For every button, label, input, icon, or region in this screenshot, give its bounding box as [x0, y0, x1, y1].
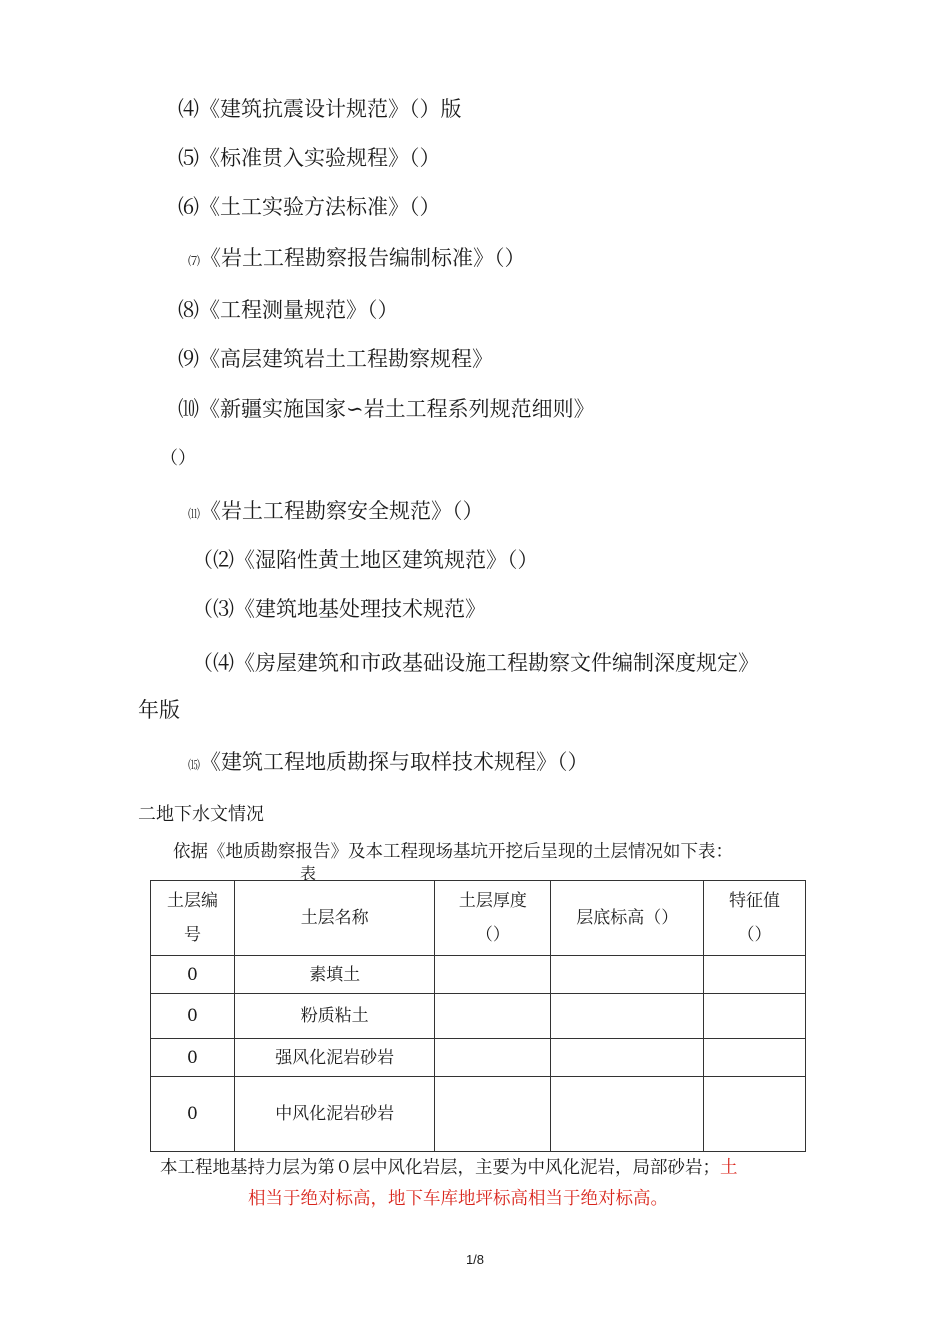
characteristic-cell — [704, 994, 806, 1039]
reference-number: （⑷ — [192, 651, 234, 675]
reference-item — [188, 498, 484, 527]
reference-item — [178, 297, 399, 323]
layer-name-cell: 强风化泥岩砂岩 — [234, 1039, 435, 1077]
thickness-cell — [435, 1039, 551, 1077]
header-bottom-elevation: 层底标高（） — [551, 881, 704, 956]
layer-number-cell: 0 — [151, 1039, 235, 1077]
conclusion-highlight-line: 相当于绝对标高，地下车库地坪标高相当于绝对标高。 — [248, 1189, 668, 1209]
thickness-cell — [435, 956, 551, 994]
reference-item — [192, 547, 539, 573]
layer-number-cell: 0 — [151, 956, 235, 994]
reference-continuation: 年版 — [138, 698, 180, 722]
table-caption: 表 — [300, 864, 317, 883]
table-row — [151, 994, 806, 1039]
reference-number: ⑹ — [178, 195, 199, 219]
reference-continuation: （） — [160, 448, 196, 469]
reference-item — [192, 650, 759, 676]
elevation-cell — [551, 1039, 704, 1077]
elevation-cell — [551, 956, 704, 994]
reference-number: ⑽ — [178, 397, 199, 421]
reference-title: 《房屋建筑和市政基础设施工程勘察文件编制深度规定》 — [234, 651, 759, 675]
table-row — [151, 1077, 806, 1152]
header-characteristic-value: 特征值（） — [704, 881, 806, 956]
reference-number: ⑼ — [178, 347, 199, 371]
reference-title: 《新疆实施国家∽岩土工程系列规范细则》 — [199, 397, 595, 421]
reference-number: ⑺ — [188, 254, 201, 268]
table-header-row — [151, 881, 806, 956]
layer-number-cell: 0 — [151, 1077, 235, 1152]
section-title: 二地下水文情况 — [138, 804, 264, 825]
reference-title: 《建筑工程地质勘探与取样技术规程》（） — [200, 750, 589, 774]
characteristic-cell — [704, 956, 806, 994]
reference-title: 《岩土工程勘察安全规范》（） — [200, 499, 484, 523]
reference-title: 《岩土工程勘察报告编制标准》（） — [200, 246, 526, 270]
conclusion-line — [160, 1154, 738, 1179]
conclusion-text: 本工程地基持力层为第０层中风化岩层，主要为中风化泥岩，局部砂岩； — [160, 1158, 720, 1178]
conclusion-highlight: 土 — [720, 1158, 738, 1178]
reference-number: ⑻ — [178, 298, 199, 322]
characteristic-cell — [704, 1077, 806, 1152]
reference-item — [188, 749, 589, 778]
header-layer-number: 土层编号 — [151, 881, 235, 956]
soil-layer-table — [150, 880, 806, 1152]
reference-title: 《建筑抗震设计规范》（）版 — [199, 97, 462, 121]
thickness-cell — [435, 1077, 551, 1152]
reference-number: ⑷ — [178, 97, 199, 121]
reference-title: 《高层建筑岩土工程勘察规程》 — [199, 347, 493, 371]
thickness-cell — [435, 994, 551, 1039]
reference-number: （⑵ — [192, 548, 234, 572]
intro-paragraph: 依据《地质勘察报告》及本工程现场基坑开挖后呈现的土层情况如下表： — [173, 842, 733, 862]
reference-title: 《土工实验方法标准》（） — [199, 195, 441, 219]
reference-number: ⒂ — [188, 758, 201, 772]
reference-item — [178, 346, 493, 372]
reference-title: 《建筑地基处理技术规范》 — [234, 597, 486, 621]
reference-number: （⑶ — [192, 597, 234, 621]
header-layer-name: 土层名称 — [234, 881, 435, 956]
layer-name-cell: 粉质粘土 — [234, 994, 435, 1039]
reference-item — [178, 96, 462, 122]
reference-number: ⑸ — [178, 146, 199, 170]
table-row — [151, 956, 806, 994]
reference-item — [178, 396, 595, 422]
characteristic-cell — [704, 1039, 806, 1077]
layer-name-cell: 素填土 — [234, 956, 435, 994]
reference-title: 《标准贯入实验规程》（） — [199, 146, 441, 170]
reference-item — [178, 145, 441, 171]
reference-item — [178, 194, 441, 220]
reference-item — [192, 596, 486, 622]
header-layer-thickness: 土层厚度（） — [435, 881, 551, 956]
layer-name-cell: 中风化泥岩砂岩 — [234, 1077, 435, 1152]
reference-title: 《工程测量规范》（） — [199, 298, 399, 322]
elevation-cell — [551, 1077, 704, 1152]
page-number: 1/8 — [465, 1252, 485, 1267]
reference-title: 《湿陷性黄土地区建筑规范》（） — [234, 548, 539, 572]
reference-item — [188, 245, 526, 274]
table-row — [151, 1039, 806, 1077]
elevation-cell — [551, 994, 704, 1039]
reference-number: ⑾ — [188, 507, 201, 521]
layer-number-cell: 0 — [151, 994, 235, 1039]
